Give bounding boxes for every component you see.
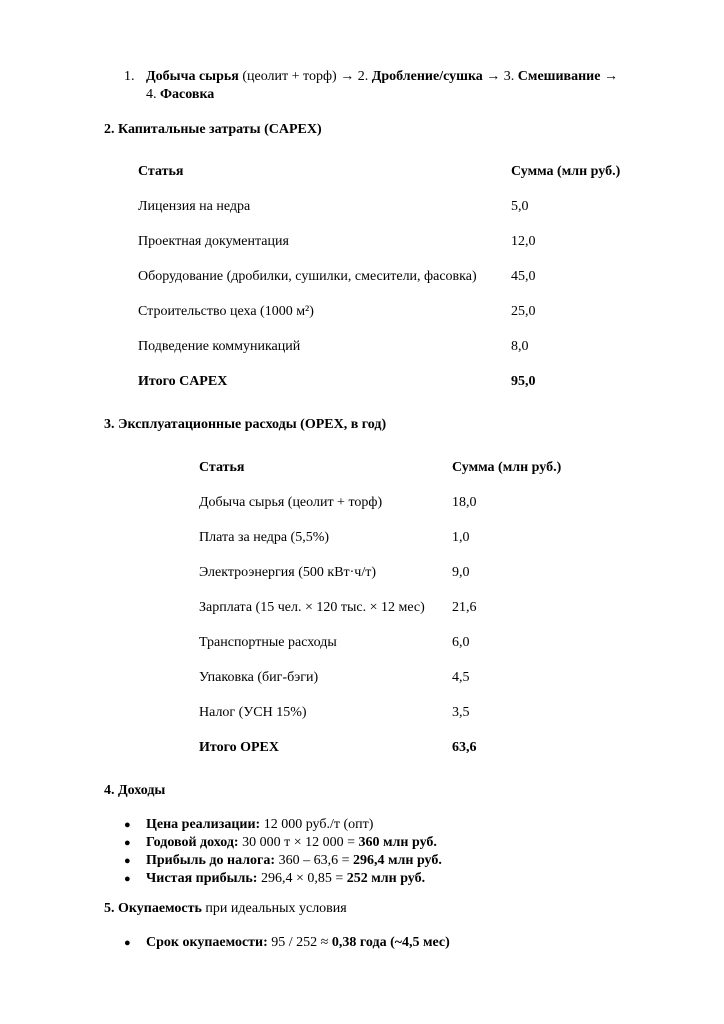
table-row-item: Транспортные расходы <box>199 635 337 650</box>
table-row-sum: 5,0 <box>511 199 529 214</box>
opex-col-sum: Сумма (млн руб.) <box>452 460 562 475</box>
table-row-item: Налог (УСН 15%) <box>199 705 307 720</box>
table-row-item: Проектная документация <box>138 234 289 249</box>
opex-total-label: Итого OPEX <box>199 740 279 755</box>
income-heading: 4. Доходы <box>104 783 166 798</box>
list-item: Прибыль до налога: 360 – 63,6 = 296,4 млн руб. <box>146 853 442 868</box>
table-row-item: Плата за недра (5,5%) <box>199 530 330 545</box>
table-row-sum: 25,0 <box>511 304 536 319</box>
opex-col-item: Статья <box>199 460 245 475</box>
payback-item: Срок окупаемости: 95 / 252 ≈ 0,38 года (~4,5 мес) <box>146 935 450 950</box>
opex-heading: 3. Эксплуатационные расходы (OPEX, в год) <box>104 417 387 432</box>
table-row-item: Строительство цеха (1000 м²) <box>138 304 314 319</box>
table-row-item: Упаковка (биг-бэги) <box>199 670 319 685</box>
process-line-1: Добыча сырья (цеолит + торф) → 2. Дробление/сушка → 3. Смешивание → <box>146 69 618 84</box>
process-step-4: Фасовка <box>160 87 215 102</box>
bullet-icon: ● <box>124 855 131 867</box>
list-item: Цена реализации: 12 000 руб./т (опт) <box>146 817 374 832</box>
bullet-icon: ● <box>124 873 131 885</box>
process-step-2: Дробление/сушка <box>371 69 483 84</box>
table-row-sum: 9,0 <box>452 565 470 580</box>
bullet-icon: ● <box>124 837 131 849</box>
process-step-3: Смешивание <box>517 69 601 84</box>
capex-col-sum: Сумма (млн руб.) <box>511 164 621 179</box>
table-row-sum: 12,0 <box>511 234 536 249</box>
payback-heading: 5. Окупаемость при идеальных условия <box>104 901 347 916</box>
table-row-sum: 8,0 <box>511 339 529 354</box>
table-row-item: Добыча сырья (цеолит + торф) <box>199 495 383 510</box>
table-row-sum: 3,5 <box>452 705 470 720</box>
process-step-1: Добыча сырья <box>146 69 239 84</box>
capex-total-label: Итого CAPEX <box>138 374 228 389</box>
bullet-icon: ● <box>124 819 131 831</box>
table-row-item: Лицензия на недра <box>138 199 251 214</box>
list-item: Чистая прибыль: 296,4 × 0,85 = 252 млн руб. <box>146 871 426 886</box>
table-row-sum: 18,0 <box>452 495 477 510</box>
capex-heading: 2. Капитальные затраты (CAPEX) <box>104 122 322 137</box>
opex-total-sum: 63,6 <box>452 740 477 755</box>
capex-total-sum: 95,0 <box>511 374 536 389</box>
table-row-sum: 45,0 <box>511 269 536 284</box>
table-row-sum: 21,6 <box>452 600 477 615</box>
capex-col-item: Статья <box>138 164 184 179</box>
table-row-item: Зарплата (15 чел. × 120 тыс. × 12 мес) <box>199 600 425 615</box>
table-row-item: Подведение коммуникаций <box>138 339 301 354</box>
table-row-sum: 1,0 <box>452 530 470 545</box>
table-row-item: Электроэнергия (500 кВт·ч/т) <box>199 565 377 580</box>
table-row-sum: 6,0 <box>452 635 470 650</box>
bullet-icon: ● <box>124 937 131 949</box>
process-number: 1. <box>124 69 135 84</box>
process-line-2: 4. Фасовка <box>146 87 215 102</box>
table-row-item: Оборудование (дробилки, сушилки, смесители, фасовка) <box>138 269 477 284</box>
table-row-sum: 4,5 <box>452 670 470 685</box>
list-item: Годовой доход: 30 000 т × 12 000 = 360 млн руб. <box>146 835 437 850</box>
